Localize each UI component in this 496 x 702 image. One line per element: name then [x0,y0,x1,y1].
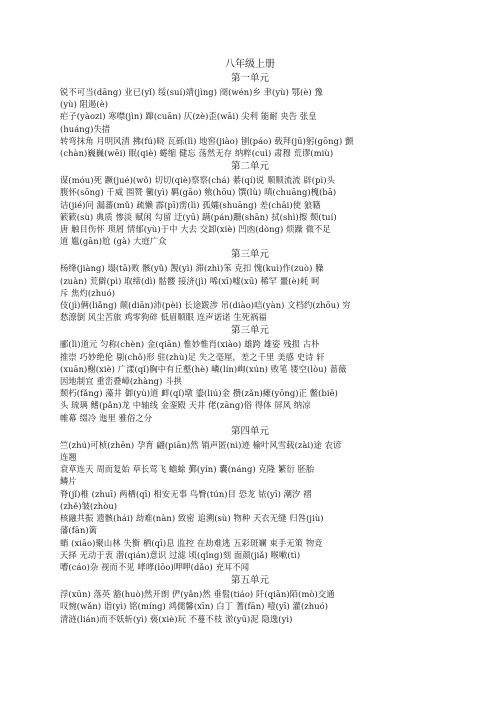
vocab-line: (chàn)巍巍(wēi) 眠(qiè) 蜷缩 健忘 荡然无存 纳粹(cuì) 肃穆 荒谬(miù) [60,148,334,159]
vocab-line: 杨绛(jiàng) 塌(tā)败 骸(yǔ) 觊(yì) 滞(zhì)笨 克扣 愧(kuì)作(zuò) 臊 [60,263,324,274]
vocab-line: 连翘 [60,452,77,463]
vocab-line: 诘(jié)问 漏蕃(mǔ) 疏懒 霹(pī)雳(lì) 孤孀(shuāng) 差(chāi)使 狼籍 [60,199,321,210]
vocab-line: 腹怀(sōng) 千威 围赞 黴(yì) 羁(gāo) 飨(hōu) 馔(lù) 嗔(chuāng)槐(bā) [60,187,337,198]
vocab-line: 鳞片 [60,476,77,487]
vocab-line: 藩(fān)篱 [60,525,98,536]
vocab-line: 衰草连天 周而复始 草长莺飞 蟾蜍 鄞(yín) 囊(náng) 克隆 繁衍 胚胎 [60,464,315,475]
vocab-line: (xuān)榭(xiè) 广漾(qǐ)胸中有丘壑(hè) 嶙(lín)峋(xún) 败笔 镂空(lòu) 蔷薇 [60,363,347,374]
vocab-line: 头 琉璃 鳍(pǎn)龙 中轴线 金銮殿 天井 佬(zāng)俗 得体 屏风 纳凉 [60,400,311,411]
vocab-line: 脊(jǐ)椎 (zhuī) 两栖(qī) 相安无事 鸟臀(tún)目 恐龙 铱(yī) 潮汐 褶 [60,488,312,499]
vocab-line: 叹惋(wǎn) 诣(yì) 铭(míng) 鸿儒馨(xīn) 白丁 蓍(fān) 噎(yī) 灌(zhuó) [60,601,329,612]
vocab-line: 蛸 (xiāo)聚山林 失衡 栖(qī)息 监控 在劫难逃 五彩斑斓 束手无策 物竞 [60,537,323,548]
vocab-line: 转弯抹角 月明风清 拂(fú)晓 瓦砾(lì) 地窖(jiào) 刨(páo) 载拜(jū)躬(gōng) 颤 [60,135,354,146]
vocab-line: 谋(móu)死 蹶(jué)(wǒ) 切切(qiè)察察(chá) 綦(qí)说 顺顺流流 辟(pì)头 [60,175,336,186]
vocab-line: 竺(zhú)可桢(zhēn) 孕育 翩(piān)然 销声匿(nì)迹 榆叶风雪载(zài)途 农谚 [60,439,342,450]
unit-heading: 第四单元 [230,425,269,437]
vocab-line: 郦(lì)道元 匀称(chèn) 金(qiān) 惟妙惟肖(xiào) 雄跨 雄姿 残损 古朴 [60,339,320,350]
vocab-line: 清涟(lián)而不妖斩(yì) 亵(xiè)玩 不蔓不枝 淤(yū)泥 隐逸(yì) [60,613,293,624]
vocab-line: 帷幕 缀冷 迤里 雅俗之分 [60,412,153,423]
vocab-line: 核融共振 遗骸(hái) 劫难(nàn) 致密 追溯(sù) 物种 天衣无缝 归咎(jiù) [60,513,324,524]
vocab-line: 浮(xūn) 落英 豁(huò)然开朗 俨(yǎn)然 垂髫(tiáo) 阡(qiān)陌(mò)交通 [60,589,335,600]
vocab-line: 道 尴(gān)尬 (gà) 大庭广众 [60,236,167,247]
unit-heading: 第二单元 [230,161,269,173]
vocab-line: (zuàn) 荒僻(pì) 取缔(dì) 骷髅 接济(jì) 唏(xī)嘘(xū) 稀罕 噩(è)耗 呵 [60,275,320,286]
vocab-line: 颓朽(fǎng) 藻井 御(yù)道 衅(qǐ)墩 鎏(liú)金 攒(zǎn)瘫(yōng)正 鳖(biē) [60,388,338,399]
vocab-line: (huáng)失措 [60,123,111,134]
vocab-line: 天择 无动于衷 潜(qián)意识 过滤 顷(qǐng)刻 面颜(jiǎ) 喉嗽(tì) [60,549,301,560]
vocab-line: 嘈(cáo)杂 视而不见 哮哮(lōo)呷呷(dǎo) 充耳不闻 [60,561,250,572]
unit-heading: 第三单元 [230,325,269,337]
vocab-line: 疟子(yàozi) 寒噤(jìn) 蹿(cuān) 仄(zè)歪(wāi) 尖利 能耐 央告 张皇 [60,111,317,122]
unit-heading: 第三单元 [230,249,269,261]
vocab-line: 伎(jì)俩(liǎng) 颠(diān)沛(pèi) 长途跋涉 吊(diào)唁(yàn) 文档约(zhōu) 穷 [60,300,351,311]
vocab-line: (zhě)皱(zhòu) [60,500,118,511]
vocab-line: 愁潦倒 风尘苦旅 鸡零狗碎 低眉顺眼 连声诺诺 生死祸福 [60,312,267,323]
vocab-line: 唐 触目伤怀 琐屑 情郁(yù)于中 大去 交卸(xiè) 凹凼(dòng) 烦躁 微不足 [60,224,331,235]
vocab-line: 斥 焦灼(zhuó) [60,287,116,298]
vocab-line: 簌簌(sù) 典质 惨淡 赋闲 勾留 迂(yū) 蹒(pán)跚(shān) 拭(shì)擦 颓(tuí) [60,211,337,222]
vocab-line: 锐不可当(dāng) 业已(yǐ) 绥(suí)靖(jìng) 阌(wén)乡 聿(yù) 鄂(è) 豫 [60,87,323,97]
vocab-line: 因地制宜 重峦叠嶂(zhàng) 斗拱 [60,376,182,387]
unit-heading: 第一单元 [230,73,269,84]
unit-heading: 第五单元 [230,575,269,587]
page-title: 八年级上册 [225,59,275,70]
vocab-line: (yù) 阻遏(è) [60,99,109,110]
vocab-line: 推崇 巧妙绝伦 剔(chǒ)形 驻(zhù)足 失之毫厘，差之千里 美感 史诗 轩 [60,351,325,362]
